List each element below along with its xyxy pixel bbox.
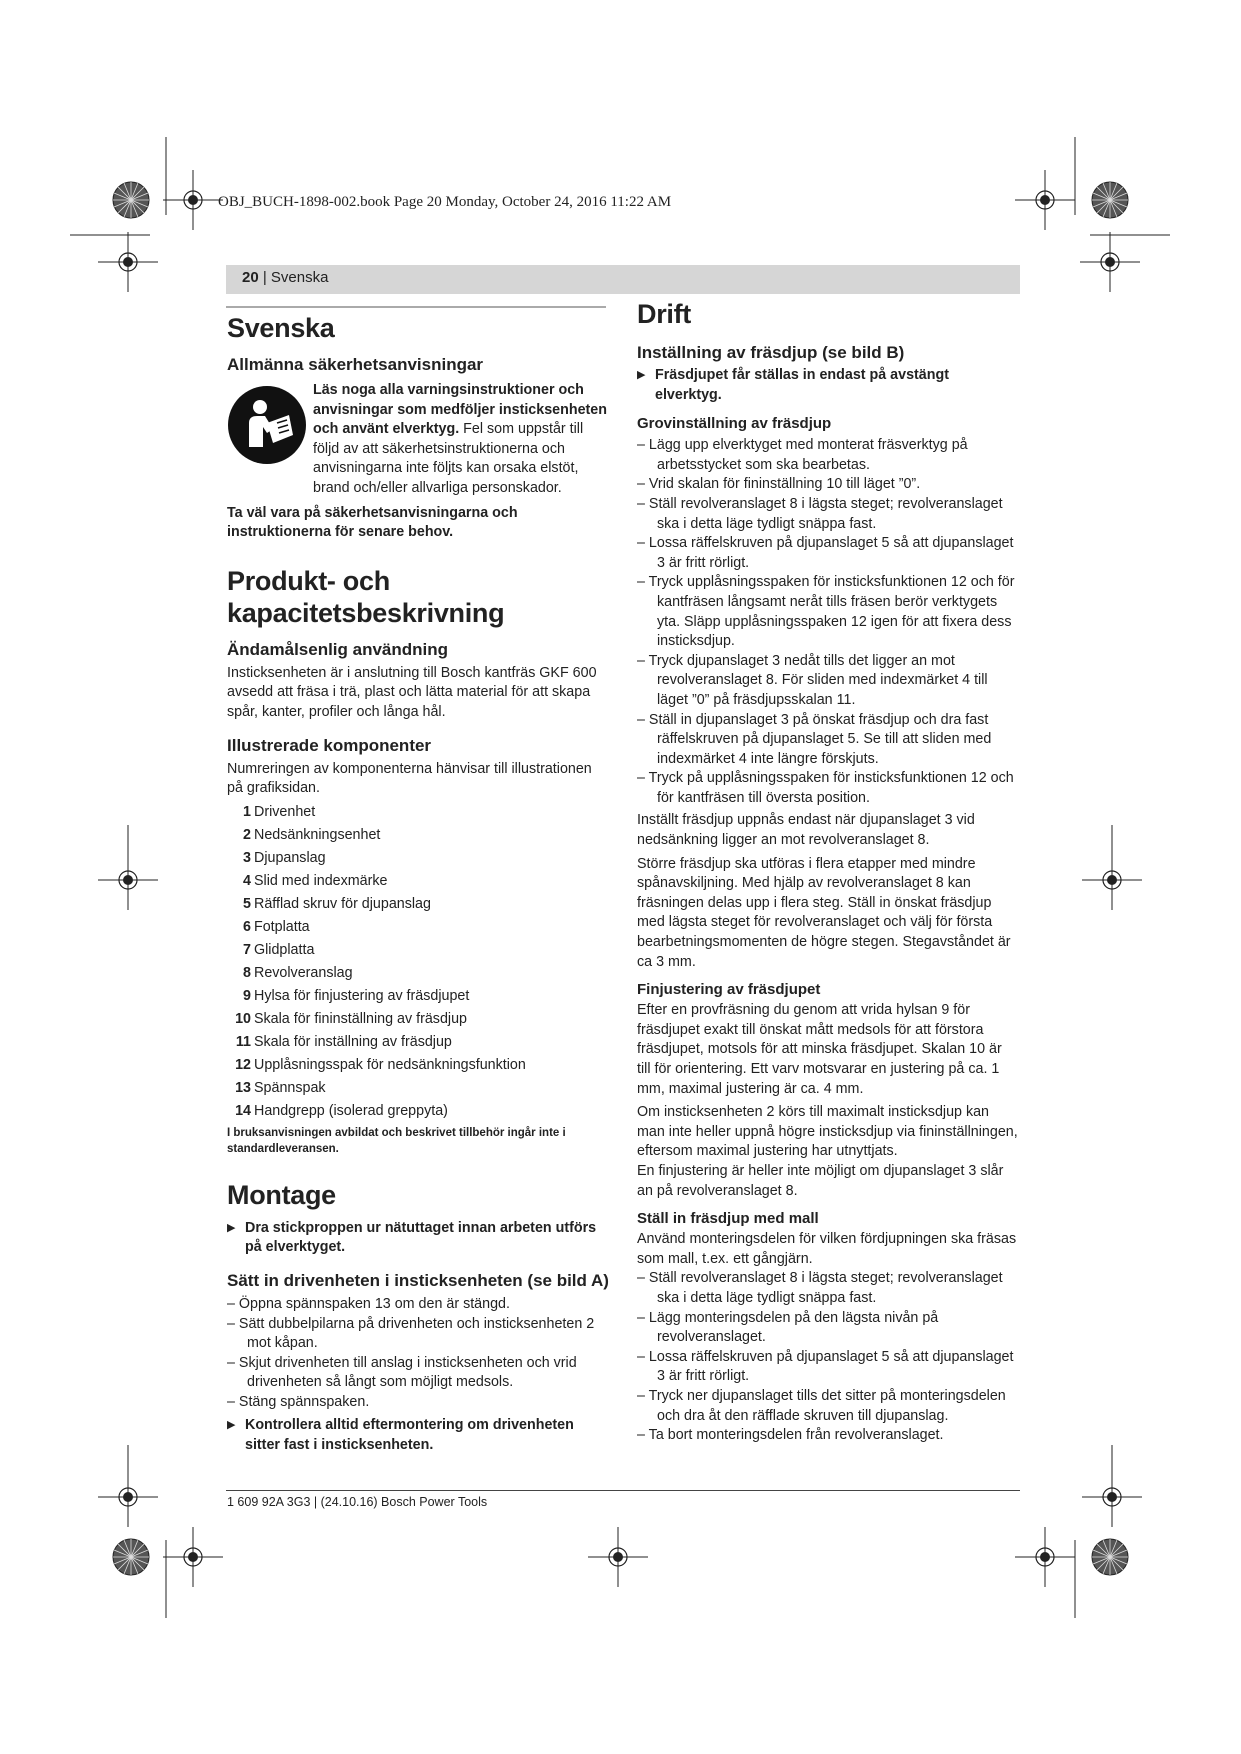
components-list	[227, 801, 609, 1123]
list-item: – Ställ revolveranslaget 8 i lägsta steget; revolveranslaget ska i detta läge tydligt snäppa fast.	[637, 495, 1003, 532]
components-intro: Numreringen av komponenterna hänvisar till illustrationen på grafiksidan.	[227, 760, 592, 797]
footer-rule	[226, 1490, 1020, 1491]
crosshair-icon	[1015, 170, 1075, 230]
heading-general-safety: Allmänna säkerhetsanvisningar	[227, 355, 484, 374]
list-item: – Lägg upp elverktyget med monterat fräsverktyg på arbetsstycket som ska bearbetas.	[637, 437, 968, 473]
warning-check-seated: ▶ Kontrollera alltid eftermontering om drivenheten sitter fast i insticksenheten.	[227, 1416, 609, 1455]
heading-components: Illustrerade komponenter	[227, 735, 432, 755]
header-section: Svenska	[270, 269, 329, 286]
list-item: – Stäng spännspaken.	[227, 1393, 370, 1410]
list-item: 14 Handgrepp (isolerad greppyta)	[235, 1102, 448, 1119]
list-item: 4 Slid med indexmärke	[243, 872, 388, 889]
right-column	[637, 298, 1019, 1446]
accessory-note: I bruksanvisningen avbildat och beskrivet tillbehör ingår inte i standardleveransen.	[227, 1126, 566, 1155]
safety-block	[227, 381, 609, 499]
list-item: 12 Upplåsningsspak för nedsänkningsfunktion	[235, 1056, 526, 1073]
page-footer: 1 609 92A 3G3 | (24.10.16) Bosch Power Tools	[227, 1495, 488, 1509]
warning-switched-off: ▶ Fräsdjupet får ställas in endast på avstängt elverktyg.	[637, 366, 1019, 405]
list-item: 6 Fotplatta	[243, 918, 310, 935]
heading-insert-drive: Sätt in drivenheten i insticksenheten (se bild A)	[227, 1270, 609, 1290]
crosshair-icon	[1080, 232, 1140, 292]
coarse-paragraph-1: Inställt fräsdjup uppnås endast när djupanslaget 3 vid nedsänkning ligger an mot revolveranslaget 8.	[637, 812, 975, 849]
list-item: – Tryck ner djupanslaget tills det sitter på monteringsdelen och dra åt den räfflade skruven till djupanslag.	[637, 1387, 1006, 1424]
list-item: 7 Glidplatta	[243, 941, 315, 958]
keep-instructions-note: Ta väl vara på säkerhetsanvisningarna och instruktionerna för senare behov.	[227, 504, 518, 541]
warning-unplug: ▶ Dra stickproppen ur nätuttaget innan arbeten utförs på elverktyget.	[227, 1219, 609, 1258]
heading-montage: Montage	[227, 1179, 336, 1210]
crosshair-icon	[98, 232, 158, 292]
fine-paragraph-3: En finjustering är heller inte möjligt om djupanslaget 3 slår an på revolveranslaget 8.	[637, 1162, 1004, 1199]
list-item: – Ställ revolveranslaget 8 i lägsta steget; revolveranslaget ska i detta läge tydligt snäppa fast.	[637, 1270, 1003, 1306]
column-divider	[226, 306, 606, 308]
header-separator: |	[258, 269, 271, 286]
page-header	[242, 269, 328, 286]
section-title-svenska: Svenska	[227, 313, 335, 343]
list-item: – Lossa räffelskruven på djupanslaget 5 så att djupanslaget 3 är fritt rörligt.	[637, 1348, 1014, 1385]
list-item: 3 Djupanslag	[243, 849, 326, 866]
list-item: 13 Spännspak	[235, 1079, 326, 1096]
star-target-icon	[113, 182, 149, 218]
template-steps	[637, 1269, 1019, 1445]
star-target-icon	[1092, 182, 1128, 218]
list-item: 8 Revolveranslag	[243, 964, 353, 981]
heading-fine: Finjustering av fräsdjupet	[637, 981, 821, 999]
fine-paragraph-1: Efter en provfräsning du genom att vrida hylsan 9 för fräsdjupet exakt till önskat mått medsols för att förstora fräsdjupet, motsols för att minska fräsdjupet. Skalan 10 är till för orientering. Ett varv motsvarar en justering på ca. 1 mm, maximal justering är ca. 4 mm.	[637, 1002, 1002, 1097]
heading-coarse: Grovinställning av fräsdjup	[637, 415, 832, 433]
list-item: 5 Räfflad skruv för djupanslag	[243, 895, 431, 912]
page-number: 20	[242, 269, 259, 286]
list-item: 11 Skala för inställning av fräsdjup	[235, 1033, 452, 1050]
list-item: – Vrid skalan för fininställning 10 till läget ”0”.	[637, 476, 921, 493]
intended-use-text: Insticksenheten är i anslutning till Bosch kantfräs GKF 600 avsedd att fräsa i trä, plast och lätta material för att skapa spår, kanter, profiler och långa hål.	[227, 664, 597, 720]
left-column	[227, 312, 609, 1456]
star-target-icon	[1092, 1539, 1128, 1575]
list-item: – Lägg monteringsdelen på den lägsta nivån på revolveranslaget.	[637, 1309, 939, 1346]
heading-depth-setting: Inställning av fräsdjup (se bild B)	[637, 343, 905, 362]
heading-product: Produkt- och kapacitetsbeskrivning	[227, 565, 505, 628]
heading-intended-use: Ändamålsenlig användning	[227, 639, 449, 659]
list-item: 10 Skala för fininställning av fräsdjup	[235, 1010, 467, 1027]
read-manual-icon	[227, 381, 313, 499]
list-item: – Ta bort monteringsdelen från revolveranslaget.	[637, 1427, 944, 1444]
crosshair-icon	[1015, 1527, 1075, 1587]
fine-paragraph-2: Om insticksenheten 2 körs till maximalt insticksdjup kan man inte heller uppnå högre insticksdjup via fininställningen, eftersom maximal justering har utnyttjats.	[637, 1104, 1018, 1160]
list-item: – Lossa räffelskruven på djupanslaget 5 så att djupanslaget 3 är fritt rörligt.	[637, 535, 1014, 571]
list-item: – Ställ in djupanslaget 3 på önskat fräsdjup och dra fast räffelskruven på djupanslaget 5. Se till att sliden med indexmärket 4 inte längre förskjuts.	[637, 711, 992, 767]
heading-template: Ställ in fräsdjup med mall	[637, 1210, 819, 1228]
section-title-drift: Drift	[637, 299, 691, 329]
star-target-icon	[113, 1539, 149, 1575]
list-item: – Skjut drivenheten till anslag i insticksenheten och vrid drivenheten så långt som möjligt medsols.	[227, 1354, 577, 1391]
list-item: – Sätt dubbelpilarna på drivenheten och insticksenheten 2 mot kåpan.	[227, 1315, 595, 1352]
safety-bold-intro: Läs noga alla varningsinstruktioner och anvisningar som medföljer insticksenheten och använt elverktyg.	[313, 382, 607, 438]
safety-text	[313, 381, 609, 499]
template-intro: Använd monteringsdelen för vilken fördjupningen ska fräsas som mall, t.ex. ett gångjärn.	[637, 1231, 1017, 1267]
montage-steps	[227, 1295, 609, 1413]
coarse-steps	[637, 436, 1019, 808]
list-item: – Tryck på upplåsningsspaken för insticksfunktionen 12 och för kantfräsen till översta position.	[637, 770, 1014, 806]
safety-text-body: Fel som uppstår till följd av att säkerhetsinstruktionerna och anvisningarna inte följts kan orsaka elstöt, brand och/eller allvarliga personskador.	[313, 421, 584, 496]
list-item: 1 Drivenhet	[243, 803, 316, 820]
list-item: – Tryck djupanslaget 3 nedåt tills det ligger an mot revolveranslaget 8. För sliden med indexmärket 4 till läget ”0” på fräsdjupsskalan 11.	[637, 652, 988, 708]
list-item: – Tryck upplåsningsspaken för insticksfunktionen 12 och för kantfräsen långsamt neråt tills fräsen berör verktygets yta. Släpp upplåsningsspaken 12 igen för att fixera dess insticksdjup.	[637, 574, 1015, 650]
list-item: 9 Hylsa för finjustering av fräsdjupet	[243, 987, 470, 1004]
page-header-bar	[226, 265, 1020, 294]
list-item: 2 Nedsänkningsenhet	[243, 826, 381, 843]
crosshair-icon	[163, 170, 223, 230]
coarse-paragraph-2: Större fräsdjup ska utföras i flera etapper med mindre spånavskiljning. Med hjälp av revolveranslaget 8 kan fräsningen delas upp i flera steg. Ställ in önskat fräsdjup med lägsta steget för revolveranslaget och välj för första bearbetningsmomenten de högre stegen. Stegavståndet är ca 3 mm.	[637, 855, 1011, 970]
printer-slug: OBJ_BUCH-1898-002.book Page 20 Monday, October 24, 2016 11:22 AM	[218, 194, 672, 210]
list-item: – Öppna spännspaken 13 om den är stängd.	[227, 1295, 510, 1312]
crosshair-icon	[163, 1527, 223, 1587]
